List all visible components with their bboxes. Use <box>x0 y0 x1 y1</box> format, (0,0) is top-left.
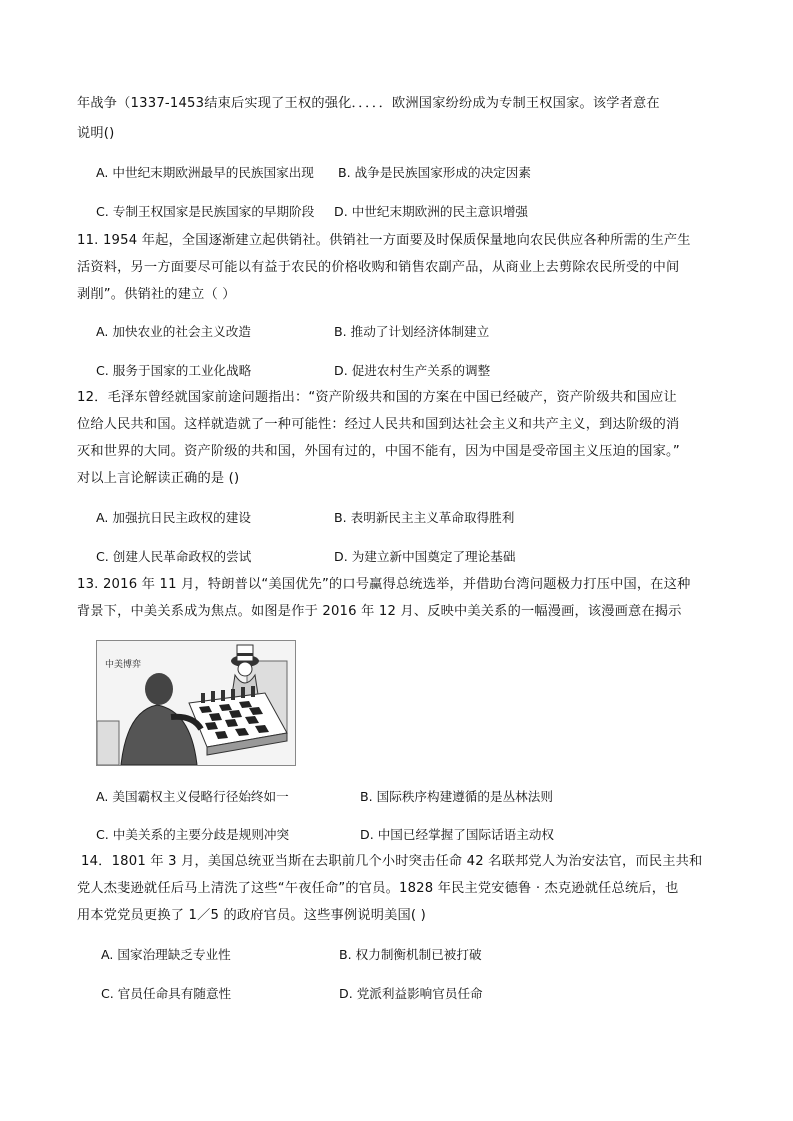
q10-option-d: D. 中世纪末期欧洲的民主意识增强 <box>334 204 529 219</box>
q12-stem-line-4: 对以上言论解读正确的是 () <box>77 471 240 486</box>
q10-option-a: A. 中世纪末期欧洲最早的民族国家出现 <box>96 165 314 180</box>
q12-option-a: A. 加强抗日民主政权的建设 <box>96 510 251 525</box>
q13-option-c: C. 中美关系的主要分歧是规则冲突 <box>96 827 290 842</box>
q12-stem-line-2: 位给人民共和国。这样就造就了一种可能性：经过人民共和国到达社会主义和共产主义，到达阶级的消 <box>77 417 680 432</box>
q11-option-a: A. 加快农业的社会主义改造 <box>96 324 251 339</box>
q13-option-b: B. 国际秩序构建遵循的是丛林法则 <box>360 789 553 804</box>
q14-option-b: B. 权力制衡机制已被打破 <box>339 947 482 962</box>
q14-option-a: A. 国家治理缺乏专业性 <box>101 947 231 962</box>
q10-stem-line-1: 年战争（1337-1453结束后实现了王权的强化．．．．．欧洲国家纷纷成为专制王权国家。该学者意在 <box>77 96 660 111</box>
q11-stem-line-2: 活资料，另一方面要尽可能以有益于农民的价格收购和销售农副产品，从商业上去剪除农民所受的中间 <box>77 260 680 275</box>
q11-stem-line-1: 11. 1954 年起，全国逐渐建立起供销社。供销社一方面要及时保质保量地向农民供应各种所需的生产生 <box>77 233 691 248</box>
q11-option-c: C. 服务于国家的工业化战略 <box>96 363 252 378</box>
cartoon-caption: 中美博弈 <box>105 660 142 670</box>
q13-option-d: D. 中国已经掌握了国际话语主动权 <box>360 827 555 842</box>
q11-option-b: B. 推动了计划经济体制建立 <box>334 324 490 339</box>
q14-option-d: D. 党派利益影响官员任命 <box>339 986 483 1001</box>
q13-stem-line-1: 13. 2016 年 11 月，特朗普以“美国优先”的口号赢得总统选举，并借助台湾问题极力打压中国，在这种 <box>77 577 691 592</box>
q14-option-c: C. 官员任命具有随意性 <box>101 986 232 1001</box>
q10-option-c: C. 专制王权国家是民族国家的早期阶段 <box>96 204 315 219</box>
q14-stem-line-3: 用本党党员更换了 1／5 的政府官员。这些事例说明美国( ) <box>77 908 426 923</box>
q11-option-d: D. 促进农村生产关系的调整 <box>334 363 491 378</box>
q12-option-c: C. 创建人民革命政权的尝试 <box>96 549 252 564</box>
q12-option-d: D. 为建立新中国奠定了理论基础 <box>334 549 516 564</box>
q12-option-b: B. 表明新民主主义革命取得胜利 <box>334 510 515 525</box>
q14-stem-line-1: 14．1801 年 3 月，美国总统亚当斯在去职前几个小时突击任命 42 名联邦党人为治安法官，而民主共和 <box>81 854 703 869</box>
q12-stem-line-3: 灭和世界的大同。资产阶级的共和国，外国有过的，中国不能有，因为中国是受帝国主义压迫的国家。” <box>77 444 680 459</box>
q10-option-b: B. 战争是民族国家形成的决定因素 <box>338 165 531 180</box>
cartoon-image <box>96 640 296 766</box>
q11-stem-line-3: 剥削”。供销社的建立（ ） <box>77 287 236 302</box>
q10-stem-line-2: 说明() <box>77 126 115 141</box>
q13-stem-line-2: 背景下，中美关系成为焦点。如图是作于 2016 年 12 月、反映中美关系的一幅漫画，该漫画意在揭示 <box>77 604 682 619</box>
q12-stem-line-1: 12．毛泽东曾经就国家前途问题指出：“资产阶级共和国的方案在中国已经破产，资产阶级共和国应让 <box>77 390 677 405</box>
q14-stem-line-2: 党人杰斐逊就任后马上清洗了这些“午夜任命”的官员。1828 年民主党安德鲁 · 杰克逊就任总统后，也 <box>77 881 679 896</box>
q13-option-a: A. 美国霸权主义侵略行径始终如一 <box>96 789 289 804</box>
